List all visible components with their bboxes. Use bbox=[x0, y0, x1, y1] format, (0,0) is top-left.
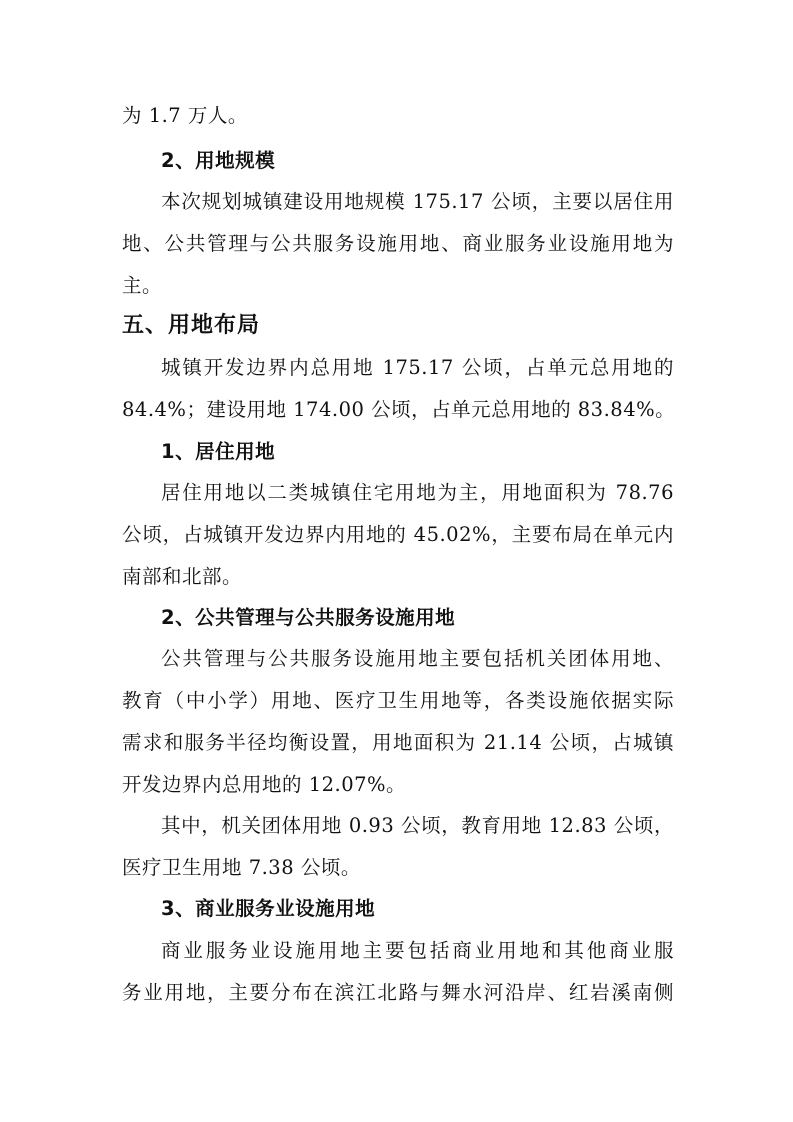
paragraph-line: 公顷，占城镇开发边界内用地的 45.02%，主要布局在单元内 bbox=[122, 523, 674, 546]
section-heading-residential: 1、居住用地 bbox=[161, 440, 276, 463]
paragraph-line: 开发边界内总用地的 12.07%。 bbox=[122, 773, 407, 796]
paragraph-line: 务业用地，主要分布在滨江北路与舞水河沿岸、红岩溪南侧 bbox=[122, 981, 674, 1004]
section-heading-land-scale: 2、用地规模 bbox=[161, 149, 276, 172]
paragraph-line: 主。 bbox=[122, 274, 163, 297]
paragraph-line: 居住用地以二类城镇住宅用地为主，用地面积为 78.76 bbox=[161, 481, 674, 504]
paragraph-line: 南部和北部。 bbox=[122, 565, 243, 588]
paragraph-line: 城镇开发边界内总用地 175.17 公顷，占单元总用地的 bbox=[161, 356, 674, 379]
paragraph-line: 本次规划城镇建设用地规模 175.17 公顷，主要以居住用 bbox=[161, 190, 674, 213]
section-heading-commercial: 3、商业服务业设施用地 bbox=[161, 897, 376, 920]
paragraph-line: 教育（中小学）用地、医疗卫生用地等，各类设施依据实际 bbox=[122, 689, 674, 712]
section-heading-public-service: 2、公共管理与公共服务设施用地 bbox=[161, 606, 456, 629]
paragraph-line: 84.4%；建设用地 174.00 公顷，占单元总用地的 83.84%。 bbox=[122, 398, 676, 421]
paragraph-line: 其中，机关团体用地 0.93 公顷，教育用地 12.83 公顷， bbox=[161, 814, 674, 837]
paragraph-line: 公共管理与公共服务设施用地主要包括机关团体用地、 bbox=[161, 647, 674, 670]
paragraph-line: 需求和服务半径均衡设置，用地面积为 21.14 公顷，占城镇 bbox=[122, 731, 674, 754]
chapter-heading-land-layout: 五、用地布局 bbox=[122, 313, 261, 338]
paragraph-line: 为 1.7 万人。 bbox=[122, 104, 248, 127]
paragraph-line: 地、公共管理与公共服务设施用地、商业服务业设施用地为 bbox=[122, 232, 674, 255]
paragraph-line: 医疗卫生用地 7.38 公顷。 bbox=[122, 856, 361, 879]
paragraph-line: 商业服务业设施用地主要包括商业用地和其他商业服 bbox=[161, 939, 674, 962]
